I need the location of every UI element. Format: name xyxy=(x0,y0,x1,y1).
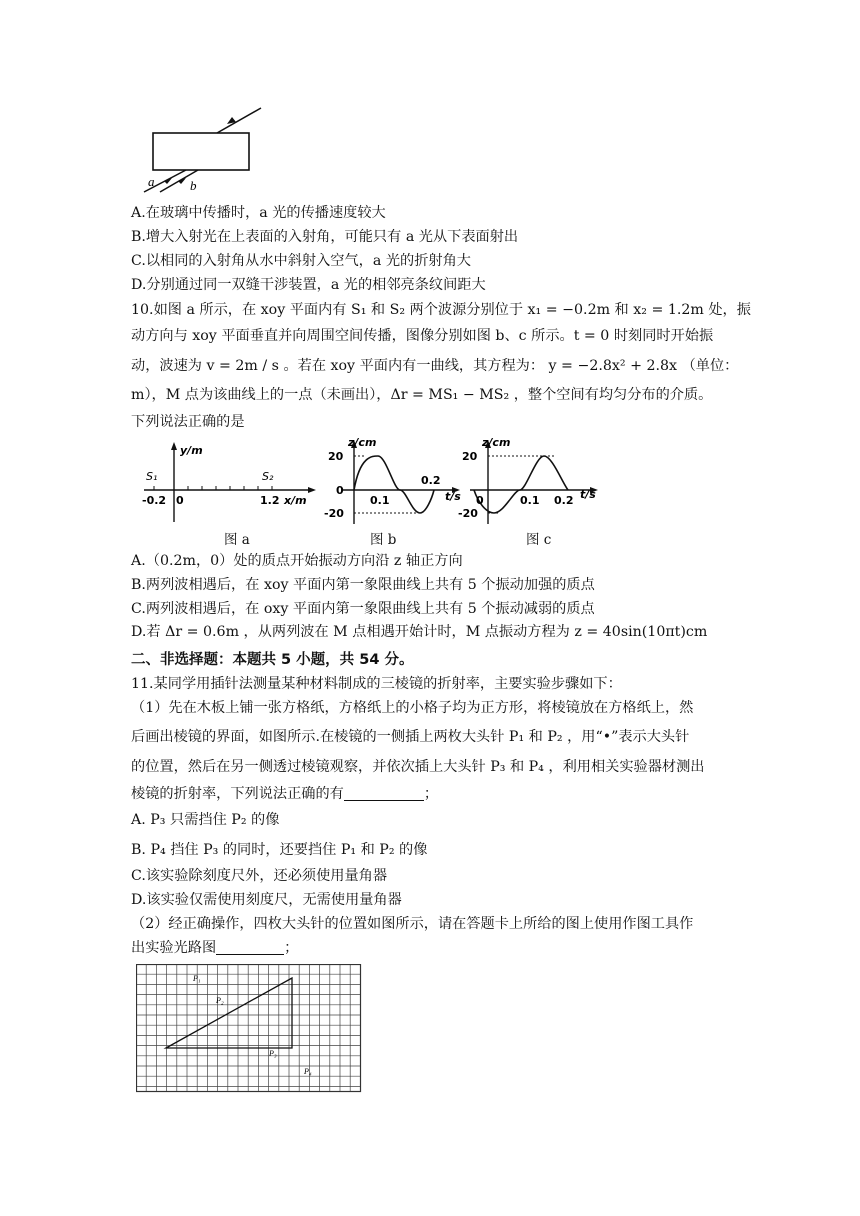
q11-p2-line-2 xyxy=(131,938,298,958)
fig-a-s1: S₁ xyxy=(146,470,158,483)
q10-line-2: 动方向与 xoy 平面垂直并向周围空间传播，图像分别如图 b、c 所示。t = 0 时刻同时开始振 xyxy=(131,328,714,344)
incident-ray xyxy=(217,108,261,133)
pin-p2-label: P₂ xyxy=(216,996,224,1005)
q11-p1-end: ； xyxy=(423,786,439,802)
prism-triangle xyxy=(166,978,292,1048)
q11-option-d: D.该实验仅需使用刻度尺，无需使用量角器 xyxy=(131,892,402,908)
q11-p1-line-3: 的位置，然后在另一侧透过棱镜观察，并依次插上大头针 P₃ 和 P₄ ，利用相关实验器材测出 xyxy=(131,759,705,775)
fig-b-xlabel: t/s xyxy=(445,490,461,503)
fig-b-t2: 0.2 xyxy=(421,474,441,487)
q10-option-c: C.两列波相遇后，在 oxy 平面内第一象限曲线上共有 5 个振动减弱的质点 xyxy=(131,601,595,617)
fig-c-zero: 0 xyxy=(476,494,484,507)
fig-a-ylabel: y/m xyxy=(180,444,203,457)
glass-block-figure xyxy=(140,104,270,194)
q10-line-4: m），M 点为该曲线上的一点（未画出），Δr = MS₁ − MS₂ ，整个空间有均匀分布的介质。 xyxy=(131,387,713,403)
fig-b-caption: 图 b xyxy=(370,532,397,548)
q11-p2-line-2-text: 出实验光路图 xyxy=(131,940,217,956)
answer-blank-2[interactable] xyxy=(216,940,284,955)
q9-option-a: A.在玻璃中传播时，a 光的传播速度较大 xyxy=(131,205,386,221)
q11-option-b: B. P₄ 挡住 P₃ 的同时，还要挡住 P₁ 和 P₂ 的像 xyxy=(131,842,428,858)
q11-p1-line-4 xyxy=(131,784,438,804)
answer-blank-1[interactable] xyxy=(344,786,424,801)
label-b: b xyxy=(190,178,197,193)
fig-a-y-arrow-icon xyxy=(171,442,177,450)
q10-line-3: 动，波速为 v = 2m / s 。若在 xoy 平面内有一曲线，其方程为： y = −2.8x² + 2.8x （单位： xyxy=(131,358,739,374)
q11-p2-end: ； xyxy=(284,940,299,956)
label-a: a xyxy=(148,174,155,189)
fig-c-ylabel: z/cm xyxy=(482,436,511,449)
q10-line-5: 下列说法正确的是 xyxy=(131,414,245,430)
q11-intro: 11.某同学用插针法测量某种材料制成的三棱镜的折射率，主要实验步骤如下： xyxy=(131,676,622,692)
pin-p4-label: P₄ xyxy=(304,1067,312,1076)
fig-c-t2: 0.2 xyxy=(554,494,574,507)
fig-a-x-neg: -0.2 xyxy=(142,494,167,507)
fig-c-y-top: 20 xyxy=(462,450,478,463)
fig-c-y-bot: -20 xyxy=(458,507,478,520)
grid-lines xyxy=(136,964,361,1092)
fig-c-caption: 图 c xyxy=(526,532,552,548)
fig-c-t1: 0.1 xyxy=(520,494,540,507)
q11-option-a: A. P₃ 只需挡住 P₂ 的像 xyxy=(131,812,280,828)
fig-b-t1: 0.1 xyxy=(370,494,390,507)
figure-b xyxy=(320,436,462,528)
fig-a-s2: S₂ xyxy=(262,470,274,483)
q10-option-d: D.若 Δr = 0.6m ，从两列波在 M 点相遇开始计时，M 点振动方程为 z = 40sin(10πt)cm xyxy=(131,624,708,640)
fig-c-xlabel: t/s xyxy=(580,488,596,501)
q10-line-1: 10.如图 a 所示，在 xoy 平面内有 S₁ 和 S₂ 两个波源分别位于 x₁ = −0.2m 和 x₂ = 1.2m 处，振 xyxy=(131,302,751,318)
figure-c xyxy=(456,436,602,528)
q11-option-c: C.该实验除刻度尺外，还必须使用量角器 xyxy=(131,868,388,884)
fig-a-xlabel: x/m xyxy=(284,494,307,507)
fig-a-x-12: 1.2 xyxy=(260,494,280,507)
grid-prism-figure xyxy=(136,964,362,1093)
fig-b-ylabel: z/cm xyxy=(348,436,377,449)
q11-p1-line-4-text: 棱镜的折射率，下列说法正确的有 xyxy=(131,786,344,802)
fig-b-zero: 0 xyxy=(336,484,344,497)
pin-p1-label: P₁ xyxy=(193,974,201,983)
fig-a-caption: 图 a xyxy=(224,532,250,548)
fig-b-y-top: 20 xyxy=(328,450,344,463)
glass-block xyxy=(153,133,249,170)
q11-p1-line-2: 后画出棱镜的界面，如图所示.在棱镜的一侧插上两枚大头针 P₁ 和 P₂ ，用“•”表示大头针 xyxy=(131,729,690,745)
q9-option-b: B.增大入射光在上表面的入射角，可能只有 a 光从下表面射出 xyxy=(131,229,519,245)
fig-a-x-arrow-icon xyxy=(308,487,316,493)
section2-heading: 二、非选择题：本题共 5 小题，共 54 分。 xyxy=(131,652,414,668)
fig-b-y-bot: -20 xyxy=(324,507,344,520)
q11-p1-line-1: （1）先在木板上铺一张方格纸，方格纸上的小格子均为正方形，将棱镜放在方格纸上，然 xyxy=(131,700,694,716)
pin-p3-label: P₃ xyxy=(269,1049,277,1058)
q10-option-a: A.（0.2m，0）处的质点开始振动方向沿 z 轴正方向 xyxy=(131,553,463,569)
q10-option-b: B.两列波相遇后，在 xoy 平面内第一象限曲线上共有 5 个振动加强的质点 xyxy=(131,577,595,593)
figure-a xyxy=(140,436,320,528)
fig-a-x-zero: 0 xyxy=(176,494,184,507)
q9-option-c: C.以相同的入射角从水中斜射入空气，a 光的折射角大 xyxy=(131,253,471,269)
q11-p2-line-1: （2）经正确操作，四枚大头针的位置如图所示，请在答题卡上所给的图上使用作图工具作 xyxy=(131,916,694,932)
q9-option-d: D.分别通过同一双缝干涉装置，a 光的相邻亮条纹间距大 xyxy=(131,277,486,293)
